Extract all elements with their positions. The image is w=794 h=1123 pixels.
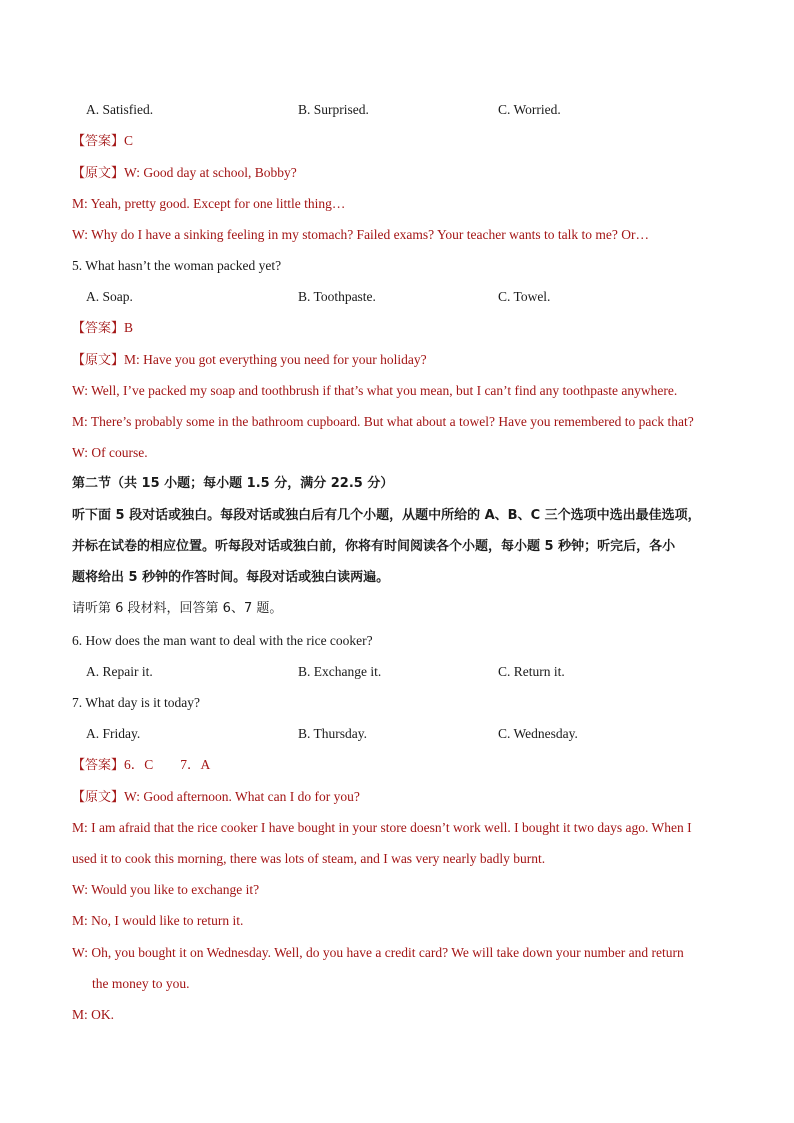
q5-option-b: B. Toothpaste.	[298, 289, 376, 304]
answer-tag: 【答案】	[72, 758, 125, 773]
transcript-text: W: Good day at school, Bobby?	[124, 165, 297, 180]
transcript-text: M: Have you got everything you need for your holiday?	[124, 352, 427, 367]
q6-options	[72, 663, 722, 681]
q7-options	[72, 725, 722, 743]
q67-transcript-line-4: W: Would you like to exchange it?	[72, 882, 260, 897]
q4-option-a: A. Satisfied.	[86, 102, 154, 117]
q5-answer	[72, 319, 724, 338]
q5-option-a: A. Soap.	[86, 289, 133, 304]
q4-option-c: C. Worried.	[498, 102, 561, 117]
answer-tag: 【答案】	[72, 321, 125, 336]
q5-option-c: C. Towel.	[498, 289, 551, 304]
q6-option-b: B. Exchange it.	[298, 664, 382, 679]
answer-value: B	[124, 320, 134, 335]
q4-option-b: B. Surprised.	[298, 102, 369, 117]
q7-option-a: A. Friday.	[86, 726, 141, 741]
q6-option-a: A. Repair it.	[86, 664, 153, 679]
transcript-tag: 【原文】	[72, 166, 125, 181]
q67-transcript-line-7: the money to you.	[92, 976, 190, 991]
q67-transcript-line-1	[72, 788, 724, 807]
q5-transcript-line-2: W: Well, I’ve packed my soap and toothbrush if that’s what you mean, but I can’t find any toothpaste anywhere.	[72, 383, 678, 398]
q5-transcript-line-3: M: There’s probably some in the bathroom cupboard. But what about a towel? Have you remembered to pack that?	[72, 414, 694, 429]
q4-answer	[72, 132, 724, 151]
q4-transcript-line-3: W: Why do I have a sinking feeling in my stomach? Failed exams? Your teacher wants to talk to me? Or…	[72, 227, 649, 242]
q7-question: 7. What day is it today?	[72, 695, 200, 710]
q67-transcript-line-2: M: I am afraid that the rice cooker I have bought in your store doesn’t work well. I bought it two days ago. When I	[72, 820, 692, 835]
q5-question: 5. What hasn’t the woman packed yet?	[72, 258, 282, 273]
section-instructions-line-2: 并标在试卷的相应位置。听每段对话或独白前，你将有时间阅读各个小题，每小题 5 秒钟；听完后，各小	[72, 539, 676, 554]
answer-tag: 【答案】	[72, 134, 125, 149]
answer-value: 6．C 7．A	[124, 757, 211, 772]
q6-option-c: C. Return it.	[498, 664, 565, 679]
transcript-tag: 【原文】	[72, 353, 125, 368]
transcript-text: W: Good afternoon. What can I do for you?	[124, 789, 360, 804]
section-instructions-line-1: 听下面 5 段对话或独白。每段对话或独白后有几个小题，从题中所给的 A、B、C 三个选项中选出最佳选项，	[72, 508, 701, 523]
answer-value: C	[124, 133, 134, 148]
q4-transcript-line-2: M: Yeah, pretty good. Except for one little thing…	[72, 196, 346, 211]
q7-option-b: B. Thursday.	[298, 726, 367, 741]
q5-transcript-line-1	[72, 351, 724, 370]
q5-options	[72, 288, 722, 306]
q67-transcript-line-6: W: Oh, you bought it on Wednesday. Well, do you have a credit card? We will take down your number and return	[72, 945, 684, 960]
q4-options	[72, 101, 722, 119]
q67-transcript-line-8: M: OK.	[72, 1007, 115, 1022]
q67-transcript-line-5: M: No, I would like to return it.	[72, 913, 244, 928]
q7-option-c: C. Wednesday.	[498, 726, 578, 741]
section-heading: 第二节（共 15 小题；每小题 1.5 分，满分 22.5 分）	[72, 476, 394, 491]
q67-answer	[72, 756, 724, 775]
q67-transcript-line-3: used it to cook this morning, there was lots of steam, and I was very nearly badly burnt.	[72, 851, 546, 866]
section-instructions-line-3: 题将给出 5 秒钟的作答时间。每段对话或独白读两遍。	[72, 570, 390, 585]
material-note: 请听第 6 段材料，回答第 6、7 题。	[72, 601, 283, 616]
transcript-tag: 【原文】	[72, 790, 125, 805]
q4-transcript-line-1	[72, 164, 724, 183]
q5-transcript-line-4: W: Of course.	[72, 445, 148, 460]
q6-question: 6. How does the man want to deal with the rice cooker?	[72, 633, 373, 648]
